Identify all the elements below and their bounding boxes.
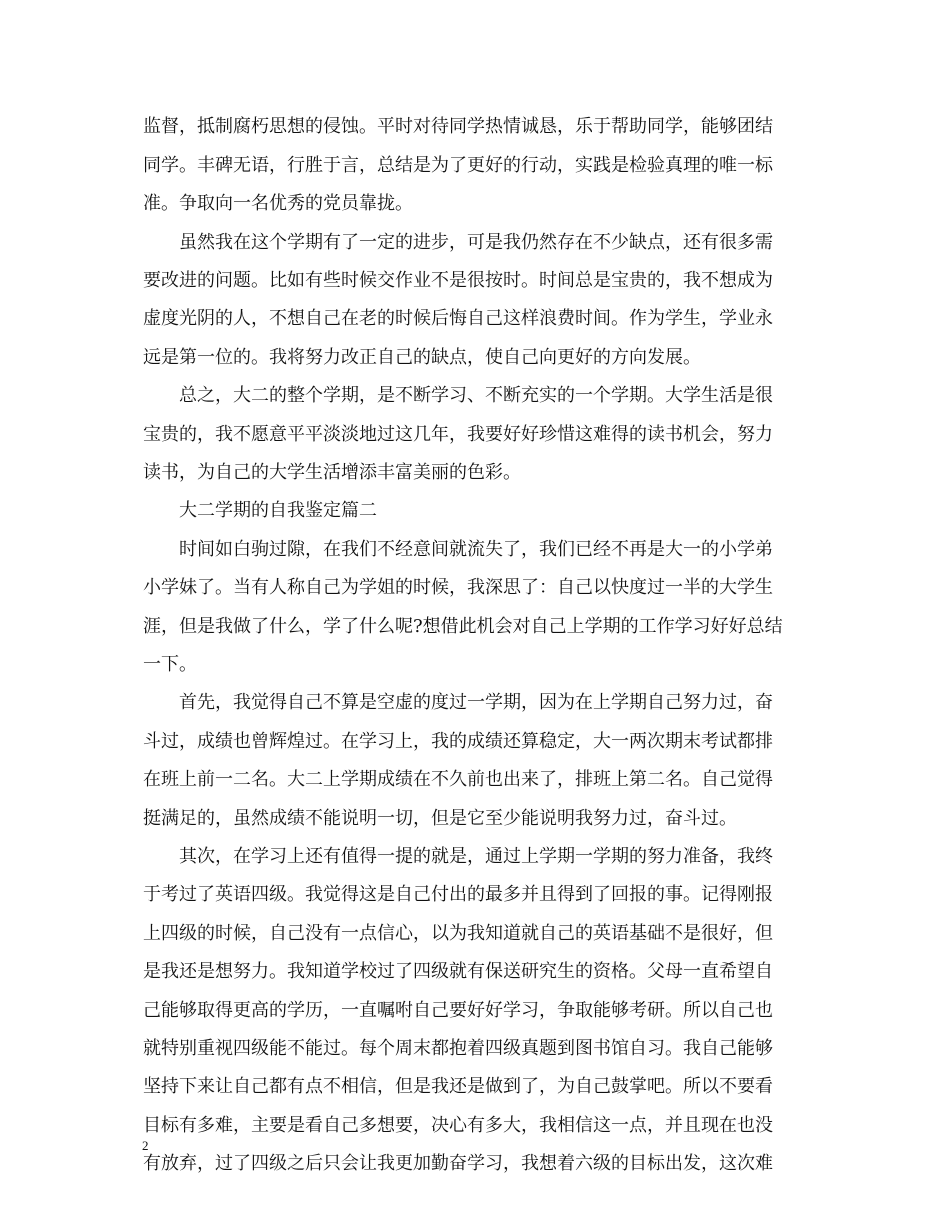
text-line: 涯，但是我做了什么，学了什么呢?想借此机会对自己上学期的工作学习好好总结 (143, 616, 783, 637)
text-line: 首先，我觉得自己不算是空虚的度过一学期，因为在上学期自己努力过，奋 (143, 692, 773, 713)
text-line: 读书，为自己的大学生活增添丰富美丽的色彩。 (143, 462, 521, 483)
page-number: 2 (142, 1138, 149, 1153)
text-line: 就特别重视四级能不能过。每个周末都抱着四级真题到图书馆自习。我自己能够 (143, 1038, 773, 1059)
text-line: 上四级的时候，自己没有一点信心，以为我知道就自己的英语基础不是很好，但 (143, 923, 773, 944)
text-line: 时间如白驹过隙，在我们不经意间就流失了，我们已经不再是大一的小学弟 (143, 539, 773, 560)
text-line: 准。争取向一名优秀的党员靠拢。 (143, 193, 413, 214)
text-line: 虚度光阴的人，不想自己在老的时候后悔自己这样浪费时间。作为学生，学业永 (143, 308, 773, 329)
text-line: 挺满足的，虽然成绩不能说明一切，但是它至少能说明我努力过，奋斗过。 (143, 808, 737, 829)
text-line: 其次，在学习上还有值得一提的就是，通过上学期一学期的努力准备，我终 (143, 846, 773, 867)
text-line: 有放弃，过了四级之后只会让我更加勤奋学习，我想着六级的目标出发，这次难 (143, 1153, 773, 1174)
text-line: 小学妹了。当有人称自己为学姐的时候，我深思了：自己以快度过一半的大学生 (143, 577, 773, 598)
text-line: 监督，抵制腐朽思想的侵蚀。平时对待同学热情诚恳，乐于帮助同学，能够团结 (143, 116, 773, 137)
text-line: 斗过，成绩也曾辉煌过。在学习上，我的成绩还算稳定，大一两次期末考试都排 (143, 731, 773, 752)
text-line: 己能够取得更高的学历，一直嘱咐自己要好好学习，争取能够考研。所以自己也 (143, 1000, 773, 1021)
text-line: 坚持下来让自己都有点不相信，但是我还是做到了，为自己鼓掌吧。所以不要看 (143, 1076, 773, 1097)
text-line: 虽然我在这个学期有了一定的进步，可是我仍然存在不少缺点，还有很多需 (143, 232, 773, 253)
text-line: 目标有多难，主要是看自己多想要，决心有多大，我相信这一点，并且现在也没 (143, 1115, 773, 1136)
text-line: 同学。丰碑无语，行胜于言，总结是为了更好的行动，实践是检验真理的唯一标 (143, 155, 773, 176)
text-line: 总之，大二的整个学期，是不断学习、不断充实的一个学期。大学生活是很 (143, 385, 773, 406)
text-line: 要改进的问题。比如有些时候交作业不是很按时。时间总是宝贵的，我不想成为 (143, 270, 773, 291)
text-line: 在班上前一二名。大二上学期成绩在不久前也出来了，排班上第二名。自己觉得 (143, 769, 773, 790)
text-line: 宝贵的，我不愿意平平淡淡地过这几年，我要好好珍惜这难得的读书机会，努力 (143, 424, 773, 445)
section-heading: 大二学期的自我鉴定篇二 (143, 500, 377, 521)
text-line: 一下。 (143, 654, 197, 675)
text-line: 远是第一位的。我将努力改正自己的缺点，使自己向更好的方向发展。 (143, 347, 701, 368)
text-line: 于考过了英语四级。我觉得这是自己付出的最多并且得到了回报的事。记得刚报 (143, 884, 773, 905)
text-line: 是我还是想努力。我知道学校过了四级就有保送研究生的资格。父母一直希望自 (143, 961, 773, 982)
